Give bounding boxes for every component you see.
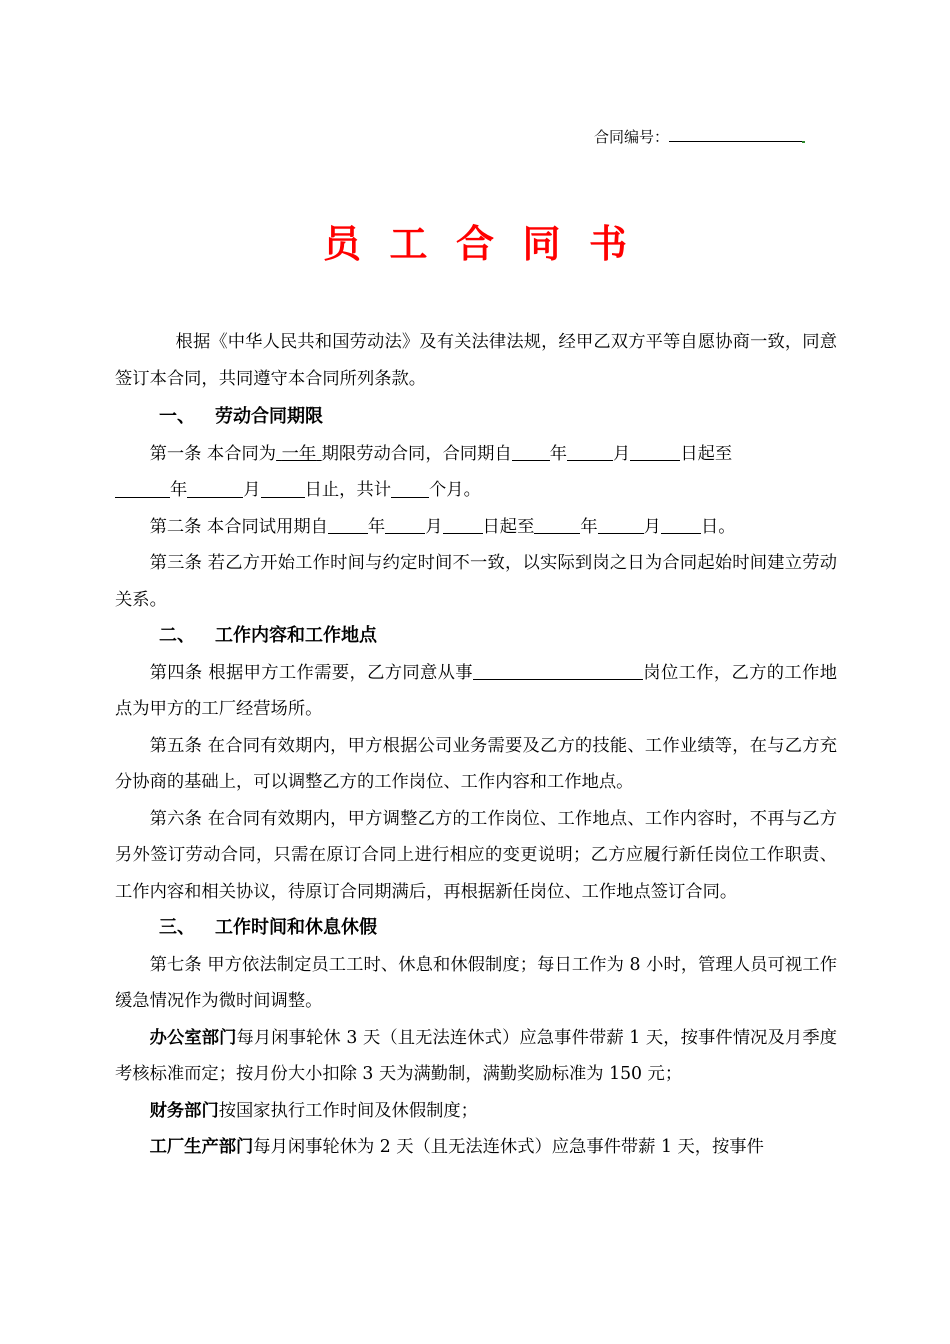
blank-probation-end-month[interactable] [598,516,644,534]
document-title: 员工合同书 [322,222,656,266]
department-name: 办公室部门 [149,1027,237,1048]
finance-department-rule: 财务部门按国家执行工作时间及休假制度； [149,1100,478,1121]
blank-start-year[interactable] [512,443,550,461]
office-department-rule: 办公室部门每月闲事轮休 3 天（且无法连休式）应急事件带薪 1 天，按事件情况及月季度考核标准而定；按月份大小扣除 3 天为满勤制，满勤奖励标准为 150 元； [115,1027,837,1084]
article-7: 第七条 甲方依法制定员工工时、休息和休假制度；每日工作为 8 小时，管理人员可视工作缓急情况作为微时间调整。 [115,954,837,1011]
blank-end-year[interactable] [115,479,170,497]
blank-end-month[interactable] [187,479,243,497]
blank-total-months[interactable] [391,479,429,497]
blank-probation-start-year[interactable] [328,516,368,534]
section-number: 一、 [159,406,195,427]
contract-term: 一年 [281,443,317,464]
section-heading-3 [115,910,837,947]
article-1: 第一条 本合同为 一年 期限劳动合同，合同期自 年 月 日起至 年 月 日止，共计 个月。 [115,436,837,509]
article-3: 第三条 若乙方开始工作时间与约定时间不一致，以实际到岗之日为合同起始时间建立劳动关系。 [115,553,837,610]
article-5: 第五条 在合同有效期内，甲方根据公司业务需要及乙方的技能、工作业绩等，在与乙方充分协商的基础上，可以调整乙方的工作岗位、工作内容和工作地点。 [115,735,837,792]
contract-number-label: 合同编号： [594,128,670,146]
department-name: 财务部门 [149,1100,219,1121]
blank-start-month[interactable] [567,443,613,461]
section-heading-2 [115,618,837,655]
blank-start-day[interactable] [630,443,680,461]
section-title: 工作内容和工作地点 [215,625,377,646]
article-2: 第二条 本合同试用期自 年 月 日起至 年 月 日。 [149,516,736,537]
blank-probation-start-month[interactable] [385,516,425,534]
section-number: 二、 [159,625,195,646]
blank-probation-start-day[interactable] [443,516,483,534]
blank-end-day[interactable] [261,479,305,497]
department-name: 工厂生产部门 [149,1137,254,1157]
section-title: 工作时间和休息休假 [215,917,377,938]
contract-number-blank[interactable] [669,127,802,142]
factory-department-rule: 工厂生产部门每月闲事轮休为 2 天（且无法连休式）应急事件带薪 1 天，按事件 [149,1137,764,1157]
blank-position[interactable] [473,662,643,680]
contract-number [594,126,802,148]
section-number: 三、 [159,917,195,938]
blank-probation-end-day[interactable] [661,516,701,534]
article-4: 第四条 根据甲方工作需要，乙方同意从事 岗位工作，乙方的工作地点为甲方的工厂经营场所。 [115,662,837,719]
article-6: 第六条 在合同有效期内，甲方调整乙方的工作岗位、工作地点、工作内容时，不再与乙方另外签订劳动合同，只需在原订合同上进行相应的变更说明；乙方应履行新任岗位工作职责、工作内容和相关协议，待原订合同期满后，再根据新任岗位、工作地点签订合同。 [115,808,837,902]
document-body [115,324,837,1166]
preamble: 根据《中华人民共和国劳动法》及有关法律法规，经甲乙双方平等自愿协商一致，同意签订本合同，共同遵守本合同所列条款。 [115,332,837,389]
section-title: 劳动合同期限 [215,406,323,427]
section-heading-1 [115,399,837,436]
blank-probation-end-year[interactable] [534,516,580,534]
